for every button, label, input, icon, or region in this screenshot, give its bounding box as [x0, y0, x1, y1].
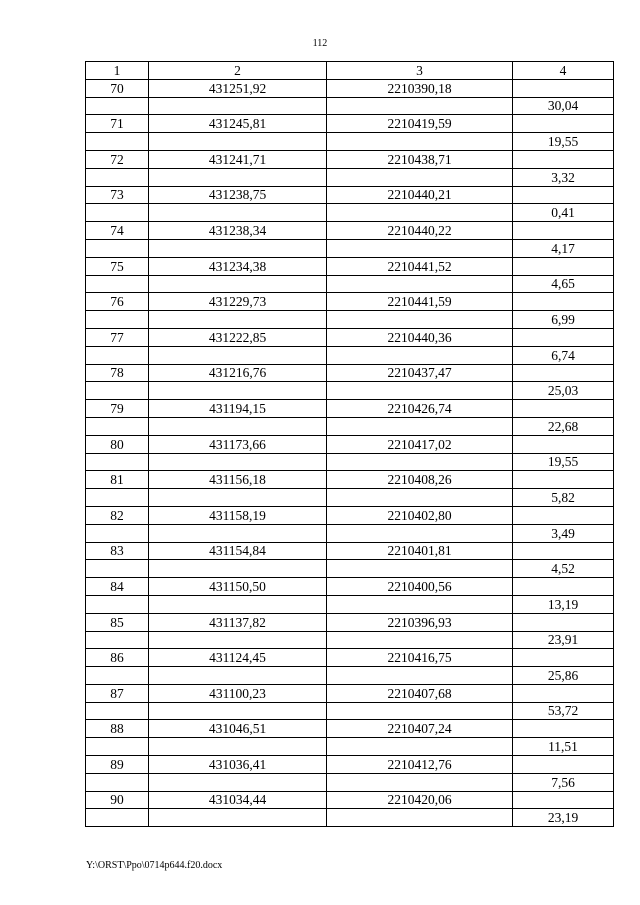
table-row [86, 773, 614, 791]
table-cell-col-3 [327, 560, 513, 578]
table-cell-col-4: 19,55 [513, 133, 614, 151]
table-row [86, 720, 614, 738]
table-cell-col-3 [327, 738, 513, 756]
table-cell-col-1 [86, 204, 149, 222]
table-cell-col-4 [513, 364, 614, 382]
table-cell-col-3 [327, 453, 513, 471]
header-cell-1: 1 [86, 62, 149, 80]
table-cell-col-4: 11,51 [513, 738, 614, 756]
table-cell-col-1: 82 [86, 506, 149, 524]
table-row [86, 222, 614, 240]
table-cell-col-2: 431216,76 [149, 364, 327, 382]
coordinates-table [85, 61, 614, 827]
table-cell-col-4: 7,56 [513, 773, 614, 791]
table-cell-col-2: 431251,92 [149, 79, 327, 97]
table-cell-col-4 [513, 506, 614, 524]
table-cell-col-2 [149, 168, 327, 186]
table-cell-col-1: 75 [86, 257, 149, 275]
table-cell-col-1 [86, 239, 149, 257]
table-cell-col-2: 431222,85 [149, 328, 327, 346]
footer-file-path: Y:\ORST\Ppo\0714p644.f20.docx [86, 860, 223, 871]
table-cell-col-1: 74 [86, 222, 149, 240]
table-cell-col-3: 2210400,56 [327, 578, 513, 596]
table-cell-col-1 [86, 631, 149, 649]
table-cell-col-4: 4,52 [513, 560, 614, 578]
table-cell-col-2 [149, 631, 327, 649]
table-cell-col-2 [149, 809, 327, 827]
table-cell-col-4 [513, 720, 614, 738]
table-cell-col-4: 23,19 [513, 809, 614, 827]
table-row [86, 506, 614, 524]
table-cell-col-1 [86, 346, 149, 364]
table-cell-col-3: 2210396,93 [327, 613, 513, 631]
table-cell-col-3: 2210401,81 [327, 542, 513, 560]
table-cell-col-2 [149, 560, 327, 578]
table-cell-col-1 [86, 738, 149, 756]
table-row [86, 417, 614, 435]
table-cell-col-4: 30,04 [513, 97, 614, 115]
table-cell-col-2 [149, 204, 327, 222]
table-cell-col-3: 2210412,76 [327, 756, 513, 774]
table-cell-col-4 [513, 471, 614, 489]
table-cell-col-3: 2210408,26 [327, 471, 513, 489]
table-cell-col-1: 83 [86, 542, 149, 560]
table-cell-col-4 [513, 79, 614, 97]
table-cell-col-2: 431173,66 [149, 435, 327, 453]
table-cell-col-4 [513, 186, 614, 204]
table-cell-col-1: 73 [86, 186, 149, 204]
table-row [86, 328, 614, 346]
table-cell-col-2: 431124,45 [149, 649, 327, 667]
table-cell-col-4: 23,91 [513, 631, 614, 649]
table-cell-col-1 [86, 702, 149, 720]
table-cell-col-3: 2210390,18 [327, 79, 513, 97]
table-cell-col-2 [149, 311, 327, 329]
table-cell-col-3 [327, 275, 513, 293]
table-cell-col-3 [327, 631, 513, 649]
table-row [86, 186, 614, 204]
page-number: 112 [312, 38, 328, 49]
table-cell-col-3: 2210426,74 [327, 400, 513, 418]
table-cell-col-3: 2210417,02 [327, 435, 513, 453]
table-cell-col-3 [327, 204, 513, 222]
table-cell-col-2: 431150,50 [149, 578, 327, 596]
table-cell-col-3 [327, 417, 513, 435]
table-cell-col-2: 431156,18 [149, 471, 327, 489]
table-cell-col-4: 4,65 [513, 275, 614, 293]
table-cell-col-3: 2210440,21 [327, 186, 513, 204]
table-cell-col-3: 2210441,52 [327, 257, 513, 275]
table-cell-col-2 [149, 239, 327, 257]
table-row [86, 667, 614, 685]
table-cell-col-2 [149, 417, 327, 435]
table-row [86, 115, 614, 133]
table-cell-col-1 [86, 773, 149, 791]
table-cell-col-3 [327, 524, 513, 542]
table-cell-col-3: 2210419,59 [327, 115, 513, 133]
table-cell-col-1: 79 [86, 400, 149, 418]
table-cell-col-3 [327, 239, 513, 257]
table-cell-col-2 [149, 453, 327, 471]
table-cell-col-1: 81 [86, 471, 149, 489]
table-row [86, 346, 614, 364]
table-cell-col-2: 431229,73 [149, 293, 327, 311]
table-cell-col-4 [513, 435, 614, 453]
table-cell-col-3: 2210437,47 [327, 364, 513, 382]
table-row [86, 471, 614, 489]
table-cell-col-2: 431046,51 [149, 720, 327, 738]
table-cell-col-1 [86, 595, 149, 613]
header-cell-4: 4 [513, 62, 614, 80]
table-cell-col-3 [327, 702, 513, 720]
table-row [86, 702, 614, 720]
table-row [86, 453, 614, 471]
table-cell-col-2: 431238,75 [149, 186, 327, 204]
table-cell-col-3 [327, 809, 513, 827]
table-cell-col-3 [327, 595, 513, 613]
table-cell-col-4 [513, 257, 614, 275]
table-cell-col-3: 2210440,36 [327, 328, 513, 346]
table-cell-col-3: 2210441,59 [327, 293, 513, 311]
table-row [86, 400, 614, 418]
table-cell-col-1: 70 [86, 79, 149, 97]
header-cell-3: 3 [327, 62, 513, 80]
table-cell-col-4: 6,74 [513, 346, 614, 364]
table-cell-col-1: 88 [86, 720, 149, 738]
table-cell-col-4: 25,03 [513, 382, 614, 400]
table-cell-col-4 [513, 150, 614, 168]
table-cell-col-1 [86, 168, 149, 186]
table-cell-col-1 [86, 524, 149, 542]
table-cell-col-3 [327, 773, 513, 791]
table-cell-col-4 [513, 328, 614, 346]
table-row [86, 97, 614, 115]
table-cell-col-4: 3,49 [513, 524, 614, 542]
table-cell-col-2: 431158,19 [149, 506, 327, 524]
table-cell-col-4: 3,32 [513, 168, 614, 186]
table-cell-col-4: 25,86 [513, 667, 614, 685]
table-cell-col-4 [513, 756, 614, 774]
table-cell-col-4 [513, 400, 614, 418]
table-cell-col-4: 4,17 [513, 239, 614, 257]
table-cell-col-1 [86, 382, 149, 400]
table-cell-col-4: 6,99 [513, 311, 614, 329]
table-row [86, 631, 614, 649]
header-cell-2: 2 [149, 62, 327, 80]
table-cell-col-3 [327, 97, 513, 115]
coordinates-table-body [86, 62, 614, 827]
table-cell-col-1 [86, 97, 149, 115]
table-cell-col-3: 2210420,06 [327, 791, 513, 809]
table-cell-col-1 [86, 453, 149, 471]
table-cell-col-4: 22,68 [513, 417, 614, 435]
table-cell-col-2 [149, 382, 327, 400]
table-cell-col-1: 87 [86, 684, 149, 702]
table-cell-col-1: 90 [86, 791, 149, 809]
table-cell-col-3: 2210416,75 [327, 649, 513, 667]
table-row [86, 524, 614, 542]
table-row [86, 756, 614, 774]
table-row [86, 204, 614, 222]
table-cell-col-2: 431137,82 [149, 613, 327, 631]
table-cell-col-1 [86, 275, 149, 293]
table-row [86, 613, 614, 631]
table-row [86, 79, 614, 97]
table-row [86, 133, 614, 151]
table-cell-col-4: 13,19 [513, 595, 614, 613]
table-cell-col-2: 431100,23 [149, 684, 327, 702]
table-cell-col-1: 76 [86, 293, 149, 311]
table-cell-col-4 [513, 613, 614, 631]
table-cell-col-3 [327, 667, 513, 685]
table-row [86, 311, 614, 329]
table-cell-col-1 [86, 133, 149, 151]
table-cell-col-2 [149, 97, 327, 115]
table-cell-col-3 [327, 382, 513, 400]
table-cell-col-3: 2210438,71 [327, 150, 513, 168]
table-cell-col-1: 80 [86, 435, 149, 453]
table-row [86, 382, 614, 400]
table-cell-col-1 [86, 311, 149, 329]
table-row [86, 150, 614, 168]
table-cell-col-1: 72 [86, 150, 149, 168]
table-cell-col-1: 77 [86, 328, 149, 346]
table-cell-col-4 [513, 222, 614, 240]
table-cell-col-2 [149, 489, 327, 507]
table-row [86, 542, 614, 560]
table-cell-col-2 [149, 133, 327, 151]
table-row [86, 738, 614, 756]
table-cell-col-4: 5,82 [513, 489, 614, 507]
table-cell-col-1 [86, 560, 149, 578]
table-cell-col-1 [86, 667, 149, 685]
table-row [86, 595, 614, 613]
table-cell-col-4 [513, 684, 614, 702]
table-row [86, 293, 614, 311]
table-cell-col-3 [327, 346, 513, 364]
table-cell-col-1 [86, 417, 149, 435]
table-row [86, 489, 614, 507]
table-cell-col-1: 85 [86, 613, 149, 631]
table-cell-col-1: 89 [86, 756, 149, 774]
table-cell-col-1: 84 [86, 578, 149, 596]
table-cell-col-3 [327, 311, 513, 329]
table-cell-col-2 [149, 773, 327, 791]
table-cell-col-2: 431154,84 [149, 542, 327, 560]
table-row [86, 168, 614, 186]
table-cell-col-2: 431194,15 [149, 400, 327, 418]
table-cell-col-2 [149, 275, 327, 293]
table-cell-col-2 [149, 524, 327, 542]
table-cell-col-3 [327, 489, 513, 507]
table-cell-col-2: 431234,38 [149, 257, 327, 275]
table-cell-col-2 [149, 346, 327, 364]
table-cell-col-4 [513, 542, 614, 560]
table-cell-col-2 [149, 595, 327, 613]
table-row [86, 239, 614, 257]
table-cell-col-3: 2210402,80 [327, 506, 513, 524]
table-cell-col-2 [149, 702, 327, 720]
table-cell-col-1: 86 [86, 649, 149, 667]
table-cell-col-4: 0,41 [513, 204, 614, 222]
table-cell-col-4 [513, 578, 614, 596]
table-cell-col-1 [86, 809, 149, 827]
table-row [86, 809, 614, 827]
table-row [86, 275, 614, 293]
table-cell-col-4: 53,72 [513, 702, 614, 720]
table-cell-col-4: 19,55 [513, 453, 614, 471]
table-cell-col-3: 2210440,22 [327, 222, 513, 240]
table-cell-col-2: 431241,71 [149, 150, 327, 168]
table-cell-col-2 [149, 667, 327, 685]
table-cell-col-3: 2210407,68 [327, 684, 513, 702]
table-cell-col-2: 431238,34 [149, 222, 327, 240]
table-row [86, 684, 614, 702]
table-cell-col-3 [327, 133, 513, 151]
table-cell-col-4 [513, 115, 614, 133]
table-row [86, 560, 614, 578]
table-cell-col-1: 71 [86, 115, 149, 133]
table-row [86, 791, 614, 809]
table-cell-col-2 [149, 738, 327, 756]
table-cell-col-4 [513, 649, 614, 667]
table-cell-col-2: 431245,81 [149, 115, 327, 133]
table-cell-col-4 [513, 791, 614, 809]
table-cell-col-2: 431036,41 [149, 756, 327, 774]
table-cell-col-2: 431034,44 [149, 791, 327, 809]
table-cell-col-1: 78 [86, 364, 149, 382]
table-row [86, 649, 614, 667]
table-cell-col-4 [513, 293, 614, 311]
table-row [86, 364, 614, 382]
table-cell-col-3 [327, 168, 513, 186]
table-row [86, 257, 614, 275]
table-row [86, 578, 614, 596]
table-cell-col-3: 2210407,24 [327, 720, 513, 738]
table-row [86, 435, 614, 453]
table-cell-col-1 [86, 489, 149, 507]
table-header-row [86, 62, 614, 80]
